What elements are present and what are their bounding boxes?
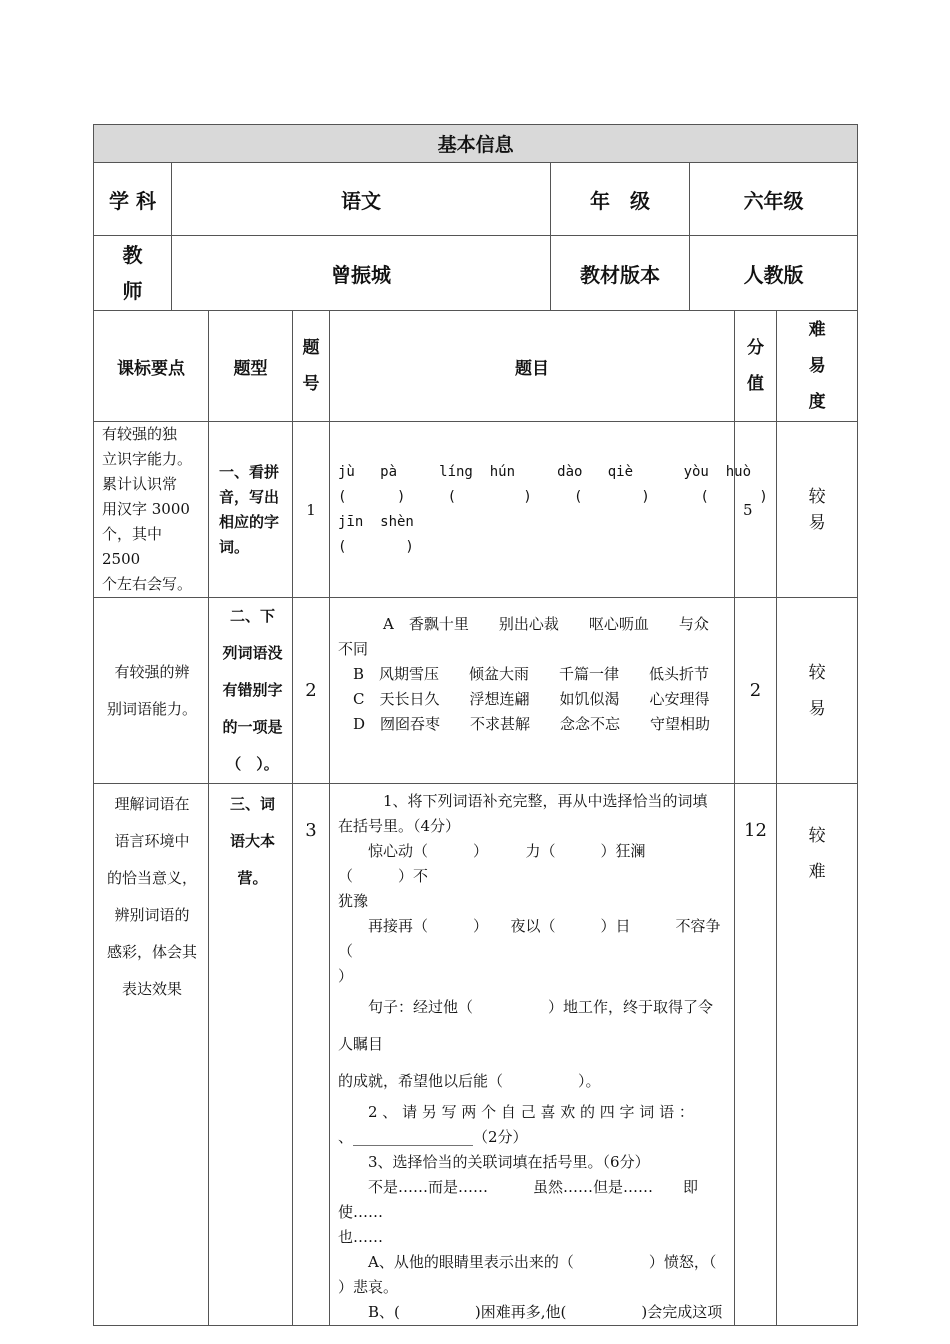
question-line: ）悲哀。 (338, 1278, 399, 1296)
question-line: ( ) (338, 538, 414, 555)
header-score-char-1: 分 (747, 338, 764, 358)
standard-line: 个左右会写。 (102, 575, 193, 593)
row-1-score: 5 (735, 422, 777, 598)
subject-label: 学 科 (94, 163, 172, 236)
teacher-label-char-2: 师 (122, 279, 143, 303)
row-3-difficulty (777, 784, 858, 1326)
standard-line: 别词语能力。 (106, 699, 197, 718)
row-3-score: 12 (735, 784, 777, 1326)
row-2-question (330, 598, 735, 784)
lesson-info-sheet (93, 124, 857, 1326)
teacher-label-char-1: 教 (122, 243, 143, 267)
question-line: 在括号里。（4分） (338, 817, 461, 835)
header-score-char-2: 值 (747, 374, 764, 394)
question-line: ） (338, 967, 354, 985)
header-question: 题目 (330, 311, 735, 422)
standard-line: 语言环境中 (114, 832, 190, 850)
standard-line: 感彩，体会其 (106, 943, 197, 961)
header-difficulty-char-1: 难 (808, 320, 826, 340)
difficulty-char: 易 (808, 512, 826, 533)
question-line: 惊心动（ ） 力（ ）狂澜 （ ）不 (338, 842, 676, 885)
row-2-number: 2 (293, 598, 330, 784)
type-line: 列词语没 (222, 644, 283, 662)
question-line: 不同 (338, 640, 369, 658)
question-line: 2 、 请 另 写 两 个 自 己 喜 欢 的 四 字 词 语 ： (338, 1103, 694, 1121)
row-3-question (330, 784, 735, 1326)
table-row (94, 422, 858, 598)
standard-line: 累计认识常 (102, 475, 178, 493)
table-row (94, 598, 858, 784)
type-line: 语大本 (229, 832, 275, 850)
standard-line: 理解词语在 (114, 795, 190, 813)
type-line: 一、看拼 (219, 462, 280, 481)
header-type: 题型 (209, 311, 293, 422)
question-line: C 天长日久 浮想连翩 如饥似渴 心安理得 (338, 690, 710, 708)
row-1-question (330, 422, 768, 598)
grade-label: 年 级 (551, 163, 690, 236)
row-2-type (209, 598, 293, 784)
edition-label: 教材版本 (551, 236, 690, 311)
type-line: 营。 (237, 869, 268, 887)
question-line: 的成就，希望他以后能（ ）。 (338, 1072, 601, 1090)
row-3-standard (94, 784, 209, 1326)
edition-value: 人教版 (690, 236, 858, 311)
grade-value: 六年级 (690, 163, 858, 236)
type-line: 词。 (219, 537, 250, 556)
question-line: D 囫囵吞枣 不求甚解 念念不忘 守望相助 (338, 715, 711, 733)
standard-line: 有较强的独 (102, 425, 178, 443)
header-standard: 课标要点 (94, 311, 209, 422)
difficulty-char: 难 (808, 862, 826, 882)
row-1-type (209, 422, 293, 598)
standard-line: 辨别词语的 (114, 906, 190, 924)
type-line: 三、词 (229, 795, 275, 813)
teacher-label (94, 236, 172, 311)
table-title: 基本信息 (94, 125, 858, 163)
difficulty-char: 较 (808, 826, 826, 846)
question-line: A 香飘十里 别出心裁 呕心呖血 与众 (338, 615, 709, 633)
info-table (93, 124, 858, 1326)
table-row (94, 784, 858, 1326)
question-line: jīn shèn (338, 513, 414, 530)
type-line: 相应的字 (219, 512, 280, 531)
question-line: jù pà líng hún dào qiè yòu huò (338, 463, 752, 480)
question-line: 犹豫 (338, 892, 369, 910)
type-line: 的一项是 (222, 718, 283, 736)
question-line: 、________________（2分） (338, 1128, 528, 1146)
standard-line: 立识字能力。 (102, 450, 193, 468)
question-line: 不是……而是…… 虽然……但是…… 即使…… (338, 1178, 699, 1221)
row-3-number: 3 (293, 784, 330, 1326)
row-1-difficulty (777, 422, 858, 598)
subject-value: 语文 (172, 163, 551, 236)
question-line: A、从他的眼睛里表示出来的（ ）愤怒，（ (338, 1253, 717, 1271)
header-number-char-2: 号 (302, 374, 320, 394)
type-line: （ ）。 (226, 755, 279, 773)
type-line: 有错别字 (222, 681, 283, 699)
type-line: 二、下 (229, 607, 275, 625)
standard-line: 个，其中 2500 (102, 525, 163, 568)
row-1-number: 1 (293, 422, 330, 598)
row-1-standard (94, 422, 209, 598)
question-line: ( ) ( ) ( ) ( ) (338, 488, 768, 505)
header-score (735, 311, 777, 422)
header-number (293, 311, 330, 422)
row-2-standard (94, 598, 209, 784)
question-line: B、( )困难再多,他( )会完成这项 (338, 1303, 723, 1321)
difficulty-char: 较 (808, 486, 826, 507)
row-2-difficulty (777, 598, 858, 784)
difficulty-char: 易 (808, 698, 826, 719)
header-number-char-1: 题 (302, 338, 320, 358)
type-line: 音，写出 (219, 487, 280, 506)
teacher-value: 曾振城 (172, 236, 551, 311)
row-3-type (209, 784, 293, 1326)
standard-line: 表达效果 (121, 980, 182, 998)
header-difficulty-char-3: 度 (808, 392, 826, 412)
difficulty-char: 较 (808, 662, 826, 683)
question-line: B 风期雪压 倾盆大雨 千篇一律 低头折节 (338, 665, 710, 683)
question-line: 也…… (338, 1228, 384, 1246)
standard-line: 用汉字 3000 (102, 500, 190, 518)
question-line: 1、将下列词语补充完整，再从中选择恰当的词填 (338, 792, 708, 810)
header-difficulty-char-2: 易 (808, 356, 826, 376)
standard-line: 的恰当意义， (106, 869, 197, 887)
question-line: 3、选择恰当的关联词填在括号里。（6分） (338, 1153, 650, 1171)
question-line: 句子：经过他（ ）地工作，终于取得了令人瞩目 (338, 998, 714, 1053)
standard-line: 有较强的辨 (114, 662, 190, 681)
header-difficulty (777, 311, 858, 422)
question-line: 再接再（ ） 夜以（ ）日 不容争（ (338, 917, 721, 960)
row-2-score: 2 (735, 598, 777, 784)
